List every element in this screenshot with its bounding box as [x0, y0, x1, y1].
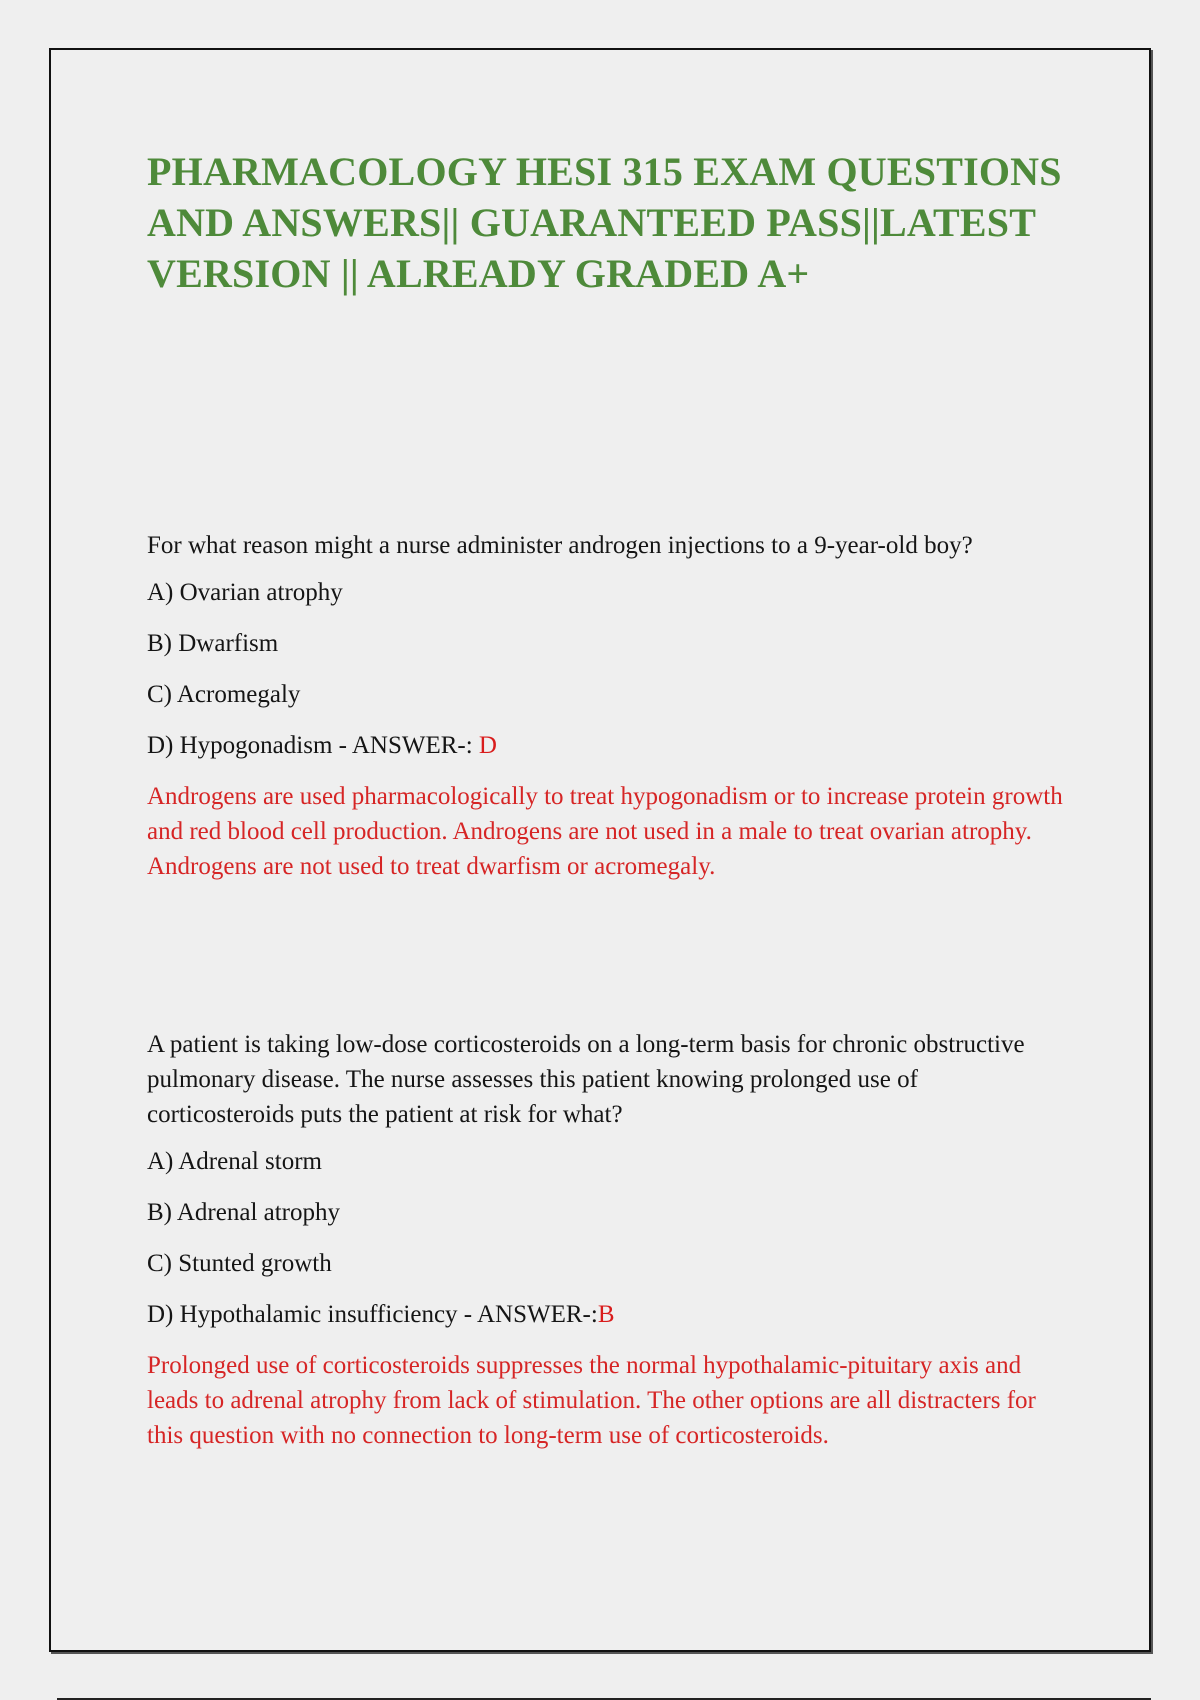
- question-block-2: [147, 1027, 1077, 1453]
- answer-explanation: Androgens are used pharmacologically to treat hypogonadism or to increase protein growth and red blood cell production. Androgens are not used in a male to treat ovarian atrophy. Androgens are not used to treat dwarfism or acromegaly.: [147, 783, 1063, 880]
- question-text: For what reason might a nurse administer androgen injections to a 9-year-old boy?: [147, 532, 973, 559]
- option-b: B) Dwarfism: [147, 630, 279, 657]
- option-b: B) Adrenal atrophy: [147, 1199, 341, 1226]
- option-c: C) Stunted growth: [147, 1250, 332, 1277]
- option-a: A) Ovarian atrophy: [147, 579, 343, 606]
- answer-explanation: Prolonged use of corticosteroids suppresses the normal hypothalamic-pituitary axis and leads to adrenal atrophy from lack of stimulation. The other options are all distracters for this question with no connection to long-term use of corticosteroids.: [147, 1352, 1036, 1449]
- document-page: [49, 48, 1151, 1652]
- document-content: [147, 146, 1107, 1449]
- option-d-answer-line: [147, 1297, 1077, 1332]
- question-text: A patient is taking low-dose corticosteroids on a long-term basis for chronic obstructive pulmonary disease. The nurse assesses this patient knowing prolonged use of corticosteroids puts the patient at risk for what?: [147, 1031, 1025, 1128]
- option-a: A) Adrenal storm: [147, 1148, 322, 1175]
- answer-letter: B: [597, 1301, 615, 1328]
- option-d-text: D) Hypothalamic insufficiency - ANSWER-:: [147, 1301, 598, 1328]
- question-block-1: [147, 528, 1077, 884]
- answer-letter: D: [478, 732, 497, 759]
- option-d-text: D) Hypogonadism - ANSWER-:: [147, 732, 479, 759]
- document-title: PHARMACOLOGY HESI 315 EXAM QUESTIONS AND ANSWERS|| GUARANTEED PASS||LATEST VERSION || ALREADY GRADED A+: [147, 149, 1062, 296]
- option-c: C) Acromegaly: [147, 681, 301, 708]
- option-d-answer-line: [147, 728, 1077, 763]
